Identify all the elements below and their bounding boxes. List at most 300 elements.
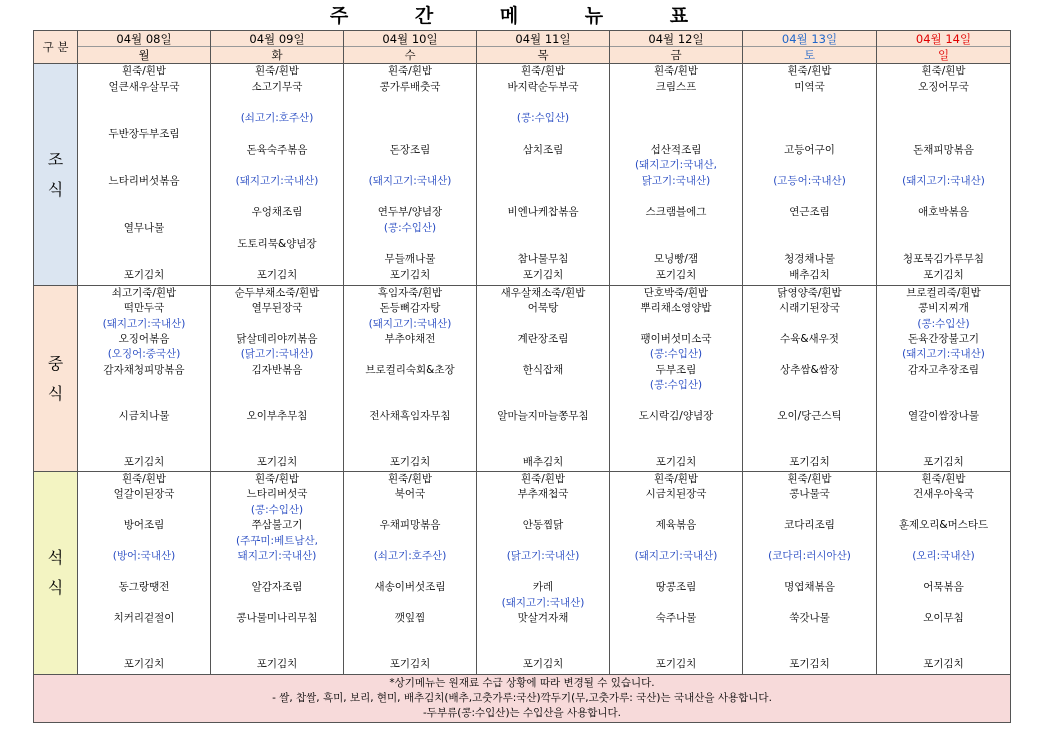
origin-note: (방어:국내산)	[112, 550, 176, 563]
menu-item	[211, 565, 343, 580]
menu-item: 포기김치	[389, 269, 431, 282]
menu-item	[211, 627, 343, 642]
menu-item: 크림스프	[655, 80, 697, 93]
menu-item	[743, 317, 876, 332]
menu-item: 쇠고기죽/흰밥	[111, 287, 177, 299]
menu-item: 흰죽/흰밥	[921, 473, 966, 485]
menu-item	[344, 237, 476, 253]
menu-item: 섭산적조림	[650, 143, 702, 156]
menu-item	[877, 503, 1010, 518]
menu-item	[78, 424, 210, 439]
menu-item	[477, 221, 609, 237]
menu-item: 청경채나물	[784, 253, 835, 266]
menu-item: 김자반볶음	[251, 363, 303, 376]
menu-item: 부추재첩국	[517, 488, 569, 501]
menu-item: 순두부채소죽/흰밥	[234, 287, 320, 299]
menu-item	[877, 642, 1010, 657]
menu-item	[477, 347, 609, 362]
day-header-6	[743, 31, 877, 64]
menu-item	[78, 252, 210, 268]
menu-item	[211, 317, 343, 332]
menu-item: 방어조림	[123, 519, 165, 532]
day-name: 목	[537, 48, 549, 62]
menu-item: 동그랑땡전	[118, 581, 170, 594]
menu-item	[211, 642, 343, 657]
menu-item: 떡만두국	[123, 302, 165, 315]
menu-item	[344, 95, 476, 111]
origin-note: (고등어:국내산)	[773, 174, 846, 187]
menu-item: 포기김치	[123, 658, 165, 671]
menu-cell	[743, 64, 877, 286]
day-header-3	[344, 31, 477, 64]
menu-item: 비엔나케찹볶음	[507, 206, 579, 219]
menu-item: 포기김치	[522, 658, 564, 671]
menu-item: 땅콩조림	[655, 581, 697, 594]
menu-item: 감자채청피망볶음	[103, 363, 185, 376]
day-header-2	[211, 31, 344, 64]
menu-item: 느타리버섯볶음	[108, 174, 180, 187]
menu-cell	[477, 286, 610, 472]
footer-note: -두부류(콩:수입산)는 수입산을 사용합니다.	[423, 707, 621, 719]
menu-item: 깻잎찜	[394, 612, 426, 625]
menu-item	[78, 190, 210, 206]
menu-item	[78, 503, 210, 518]
menu-item	[610, 317, 742, 332]
day-name: 일	[937, 48, 950, 62]
menu-item: 얼큰새우살무국	[108, 80, 180, 93]
menu-item: 바지락순두부국	[507, 80, 579, 93]
menu-item: 새우살채소죽/흰밥	[500, 287, 586, 299]
origin-note: (돼지고기:국내산)	[102, 317, 186, 330]
menu-item	[610, 642, 742, 657]
menu-item: 삼치조림	[522, 143, 564, 156]
menu-item: 포기김치	[655, 658, 697, 671]
day-name: 토	[803, 48, 816, 62]
menu-item: 무들깨나물	[384, 253, 436, 266]
menu-item: 한식잡채	[522, 363, 564, 376]
menu-item: 느타리버섯국	[246, 488, 308, 501]
menu-item: 부추야채전	[384, 332, 436, 345]
menu-item	[211, 190, 343, 206]
origin-note: (돼지고기:국내산)	[368, 174, 452, 187]
menu-item: 흰죽/흰밥	[121, 473, 167, 485]
menu-item: 단호박죽/흰밥	[643, 287, 709, 299]
menu-item: 배추김치	[789, 269, 830, 282]
menu-item	[877, 534, 1010, 549]
origin-note: (콩:수입산)	[649, 348, 703, 361]
menu-item: 숙주나물	[655, 612, 697, 625]
menu-item	[743, 565, 876, 580]
day-date: 04월 14일	[877, 31, 1010, 47]
menu-item: 쑥갓나물	[789, 612, 830, 625]
menu-item: 오이무침	[923, 612, 964, 625]
day-name: 금	[670, 48, 682, 62]
menu-cell	[877, 64, 1011, 286]
origin-note: (쇠고기:호주산)	[373, 550, 447, 563]
origin-note: (코다리:러시아산)	[768, 550, 851, 563]
menu-item: 포기김치	[789, 658, 830, 671]
menu-item	[477, 237, 609, 253]
day-date: 04월 09일	[211, 31, 343, 47]
menu-item	[477, 378, 609, 393]
menu-cell	[211, 64, 344, 286]
menu-item: 우엉채조림	[251, 206, 303, 219]
menu-item	[477, 158, 609, 174]
menu-item	[877, 111, 1010, 127]
origin-note: (돼지고기:국내산)	[368, 317, 452, 330]
origin-note: 돼지고기:국내산)	[237, 550, 317, 563]
menu-item: 전사채흑임자무침	[369, 409, 451, 422]
menu-item	[877, 95, 1010, 111]
menu-item: 흰죽/흰밥	[387, 473, 433, 485]
menu-item: 흰죽/흰밥	[387, 65, 433, 77]
menu-item	[743, 393, 876, 408]
menu-item: 팽이버섯미소국	[640, 332, 712, 345]
origin-note: 닭고기:국내산)	[641, 174, 711, 187]
menu-item	[78, 158, 210, 174]
menu-item: 청포묵김가루무침	[902, 253, 985, 266]
menu-item	[344, 378, 476, 393]
menu-item	[477, 565, 609, 580]
menu-item	[743, 237, 876, 253]
menu-item	[477, 534, 609, 549]
menu-item	[743, 424, 876, 439]
menu-item	[477, 393, 609, 408]
origin-note: (닭고기:국내산)	[506, 550, 580, 563]
origin-note: (콩:수입산)	[516, 112, 570, 125]
menu-item	[877, 221, 1010, 237]
menu-item: 흰죽/흰밥	[254, 473, 300, 485]
menu-cell	[344, 286, 477, 472]
menu-item	[344, 127, 476, 143]
menu-item: 배추김치	[522, 455, 564, 468]
menu-item	[743, 111, 876, 127]
origin-note: (돼지고기:국내산,	[635, 159, 717, 172]
menu-item	[344, 158, 476, 174]
menu-item	[610, 237, 742, 253]
menu-item	[877, 378, 1010, 393]
menu-item	[78, 378, 210, 393]
menu-item	[211, 127, 343, 143]
menu-item	[344, 627, 476, 642]
menu-item: 열무나물	[123, 222, 165, 235]
menu-item: 돈육숙주볶음	[246, 143, 308, 156]
menu-item	[78, 205, 210, 221]
menu-cell	[743, 472, 877, 675]
origin-note: (돼지고기:국내산)	[235, 174, 319, 187]
menu-cell	[477, 64, 610, 286]
menu-item	[877, 627, 1010, 642]
menu-item: 포기김치	[923, 658, 964, 671]
menu-cell	[78, 286, 211, 472]
menu-item	[78, 393, 210, 408]
menu-item	[610, 503, 742, 518]
page-title: 주 간 메 뉴 표	[329, 5, 719, 27]
origin-note: (닭고기:국내산)	[240, 348, 314, 361]
menu-item: 브로컬리숙회&초장	[365, 363, 455, 376]
menu-item	[344, 503, 476, 518]
menu-item: 어묵볶음	[923, 581, 964, 594]
menu-item: 포기김치	[389, 658, 431, 671]
menu-item	[477, 503, 609, 518]
menu-item: 고등어구이	[784, 143, 835, 156]
meal-label-char: 조	[47, 149, 64, 169]
menu-item	[743, 190, 876, 206]
weekly-menu-table	[33, 30, 1011, 723]
menu-item: 도토리묵&양념장	[237, 237, 317, 250]
menu-item: 오이부추무침	[246, 409, 308, 422]
menu-item: 포기김치	[655, 269, 697, 282]
menu-item: 상추쌈&쌈장	[780, 363, 839, 376]
menu-item	[78, 534, 210, 549]
menu-item: 흰죽/흰밥	[121, 65, 167, 77]
menu-item: 포기김치	[256, 658, 298, 671]
menu-item	[344, 393, 476, 408]
menu-cell	[344, 64, 477, 286]
menu-item	[877, 565, 1010, 580]
menu-cell	[610, 64, 743, 286]
menu-item: 돈등뼈감자탕	[379, 302, 441, 315]
menu-item	[78, 627, 210, 642]
menu-cell	[877, 472, 1011, 675]
day-header-1	[78, 31, 211, 64]
menu-cell	[610, 286, 743, 472]
menu-item: 오징어볶음	[118, 332, 170, 345]
menu-item	[477, 174, 609, 190]
menu-item	[211, 596, 343, 611]
menu-item	[743, 627, 876, 642]
origin-note: (돼지고기:국내산)	[634, 550, 718, 563]
menu-item	[211, 95, 343, 111]
meal-label-char: 석	[47, 548, 64, 567]
menu-item: 새송이버섯조림	[374, 581, 446, 594]
menu-item: 연근조림	[789, 206, 830, 219]
menu-item	[344, 534, 476, 549]
menu-item	[877, 439, 1010, 454]
menu-item: 계란장조림	[517, 332, 569, 345]
menu-item	[610, 439, 742, 454]
menu-item	[743, 95, 876, 111]
menu-item: 참나물무침	[517, 253, 569, 266]
menu-item: 연두부/양념장	[377, 206, 443, 219]
menu-item	[344, 347, 476, 362]
menu-item: 제육볶음	[655, 519, 697, 532]
meal-label-char: 식	[47, 179, 64, 199]
menu-item: 소고기무국	[251, 80, 303, 93]
menu-item	[78, 439, 210, 454]
menu-item: 치커리겉절이	[113, 612, 175, 625]
menu-item	[743, 347, 876, 362]
menu-item: 포기김치	[522, 269, 564, 282]
day-header-4	[477, 31, 610, 64]
menu-item	[211, 252, 343, 268]
menu-cell	[344, 472, 477, 675]
day-date: 04월 13일	[743, 31, 876, 47]
menu-item: 명엽채볶음	[784, 581, 835, 594]
menu-item: 흰죽/흰밥	[254, 65, 300, 77]
menu-item	[610, 565, 742, 580]
menu-item	[78, 596, 210, 611]
menu-item	[610, 627, 742, 642]
menu-item: 감자고추장조림	[907, 363, 979, 376]
menu-item: 건새우아욱국	[913, 488, 974, 501]
menu-item	[78, 95, 210, 111]
meal-label	[34, 286, 78, 472]
menu-item: 수육&새우젓	[780, 332, 839, 345]
origin-note: (오징어:중국산)	[107, 348, 181, 361]
menu-item: 시금치나물	[118, 409, 170, 422]
menu-item: 뿌리채소영양밥	[640, 302, 712, 315]
menu-item	[743, 439, 876, 454]
menu-cell	[610, 472, 743, 675]
day-date: 04월 11일	[477, 31, 609, 47]
menu-item	[477, 95, 609, 111]
menu-item: 북어국	[394, 488, 426, 501]
menu-item	[743, 158, 876, 174]
menu-item	[743, 127, 876, 143]
menu-item	[610, 534, 742, 549]
menu-item	[877, 596, 1010, 611]
menu-item: 닭살데리야끼볶음	[236, 332, 318, 345]
footer-note: - 쌀, 찹쌀, 흑미, 보리, 현미, 배추김치(배추,고춧가루:국산)깍두기(무,고춧가루: 국산)는 국내산을 사용합니다.	[272, 692, 772, 704]
menu-item: 흰죽/흰밥	[787, 65, 832, 77]
day-date: 04월 12일	[610, 31, 742, 47]
origin-note: (돼지고기:국내산)	[902, 348, 985, 361]
menu-item: 애호박볶음	[918, 206, 969, 219]
menu-item	[743, 596, 876, 611]
menu-item	[344, 439, 476, 454]
menu-item: 얼갈이된장국	[113, 488, 175, 501]
menu-item	[477, 317, 609, 332]
origin-note: (돼지고기:국내산)	[501, 596, 585, 609]
meal-label	[34, 472, 78, 675]
menu-item: 흑임자죽/흰밥	[377, 287, 443, 299]
menu-item	[211, 393, 343, 408]
menu-item	[877, 424, 1010, 439]
menu-item: 포기김치	[256, 455, 298, 468]
menu-item	[610, 111, 742, 127]
meal-label	[34, 64, 78, 286]
menu-item: 포기김치	[655, 455, 697, 468]
menu-item	[344, 565, 476, 580]
menu-item: 코다리조림	[784, 519, 835, 532]
menu-cell	[78, 472, 211, 675]
header-label: 구 분	[34, 31, 78, 64]
menu-item: 포기김치	[123, 269, 165, 282]
origin-note: (콩:수입산)	[649, 378, 703, 391]
menu-item: 흰죽/흰밥	[921, 65, 966, 77]
menu-item	[78, 237, 210, 253]
menu-item: 훈제오리&머스타드	[898, 519, 989, 532]
menu-item	[743, 503, 876, 518]
day-name: 월	[138, 48, 150, 62]
menu-item: 돈육간장불고기	[907, 332, 979, 345]
footer-notes	[34, 675, 1011, 723]
menu-item	[477, 439, 609, 454]
menu-item	[211, 221, 343, 237]
menu-item: 포기김치	[923, 455, 964, 468]
menu-item: 스크램블에그	[645, 206, 707, 219]
menu-item	[344, 642, 476, 657]
menu-item: 포기김치	[923, 269, 964, 282]
menu-item	[610, 95, 742, 111]
menu-cell	[211, 472, 344, 675]
meal-label-char: 식	[47, 383, 64, 403]
origin-note: (주꾸미:베트남산,	[236, 534, 318, 547]
menu-cell	[743, 286, 877, 472]
menu-item	[211, 158, 343, 174]
footer-note: *상기메뉴는 원재료 수급 상황에 따라 변경될 수 있습니다.	[389, 677, 655, 689]
menu-cell	[211, 286, 344, 472]
menu-item	[743, 642, 876, 657]
menu-item: 우채피망볶음	[379, 519, 441, 532]
menu-item: 도시락김/양념장	[638, 409, 714, 422]
menu-item	[877, 127, 1010, 143]
menu-item	[211, 424, 343, 439]
menu-item	[211, 378, 343, 393]
meal-label-char: 식	[47, 578, 64, 597]
meal-row	[34, 286, 1011, 472]
header-row	[34, 31, 1011, 64]
menu-cell	[78, 64, 211, 286]
menu-item: 돈채피망볶음	[913, 143, 974, 156]
day-date: 04월 08일	[78, 31, 210, 47]
menu-item: 시금치된장국	[645, 488, 707, 501]
menu-item: 흰죽/흰밥	[787, 473, 832, 485]
day-date: 04월 10일	[344, 31, 476, 47]
menu-item: 알마늘지마늘쫑무침	[497, 409, 589, 422]
menu-item: 돈장조림	[389, 143, 431, 156]
menu-item: 브로컬리죽/흰밥	[906, 287, 981, 299]
menu-item	[610, 596, 742, 611]
menu-item	[344, 424, 476, 439]
menu-item	[211, 439, 343, 454]
menu-item: 두부조림	[655, 363, 697, 376]
origin-note: (돼지고기:국내산)	[902, 174, 985, 187]
origin-note: (콩:수입산)	[917, 317, 970, 330]
menu-item: 포기김치	[123, 455, 165, 468]
menu-item: 닭영양죽/흰밥	[777, 287, 842, 299]
menu-item	[78, 642, 210, 657]
menu-item	[877, 237, 1010, 253]
day-header-7	[877, 31, 1011, 64]
menu-item	[743, 534, 876, 549]
meal-row	[34, 472, 1011, 675]
menu-item	[610, 190, 742, 206]
menu-item: 오이/당근스틱	[777, 409, 842, 422]
menu-item	[743, 378, 876, 393]
origin-note: (콩:수입산)	[250, 503, 304, 516]
menu-item: 콩가루배춧국	[379, 80, 441, 93]
meal-label-char: 중	[47, 353, 64, 373]
menu-item: 시래기된장국	[779, 302, 840, 315]
day-header-5	[610, 31, 743, 64]
menu-item: 두반장두부조림	[108, 127, 180, 140]
menu-item	[78, 565, 210, 580]
menu-item	[877, 158, 1010, 174]
menu-item	[477, 127, 609, 143]
menu-item	[344, 596, 476, 611]
menu-item	[743, 221, 876, 237]
menu-item	[877, 393, 1010, 408]
menu-item: 쭈삼불고기	[251, 519, 303, 532]
menu-cell	[477, 472, 610, 675]
menu-item: 포기김치	[389, 455, 431, 468]
menu-item: 미역국	[794, 80, 825, 93]
menu-item	[477, 190, 609, 206]
menu-item	[477, 642, 609, 657]
menu-item	[344, 111, 476, 127]
